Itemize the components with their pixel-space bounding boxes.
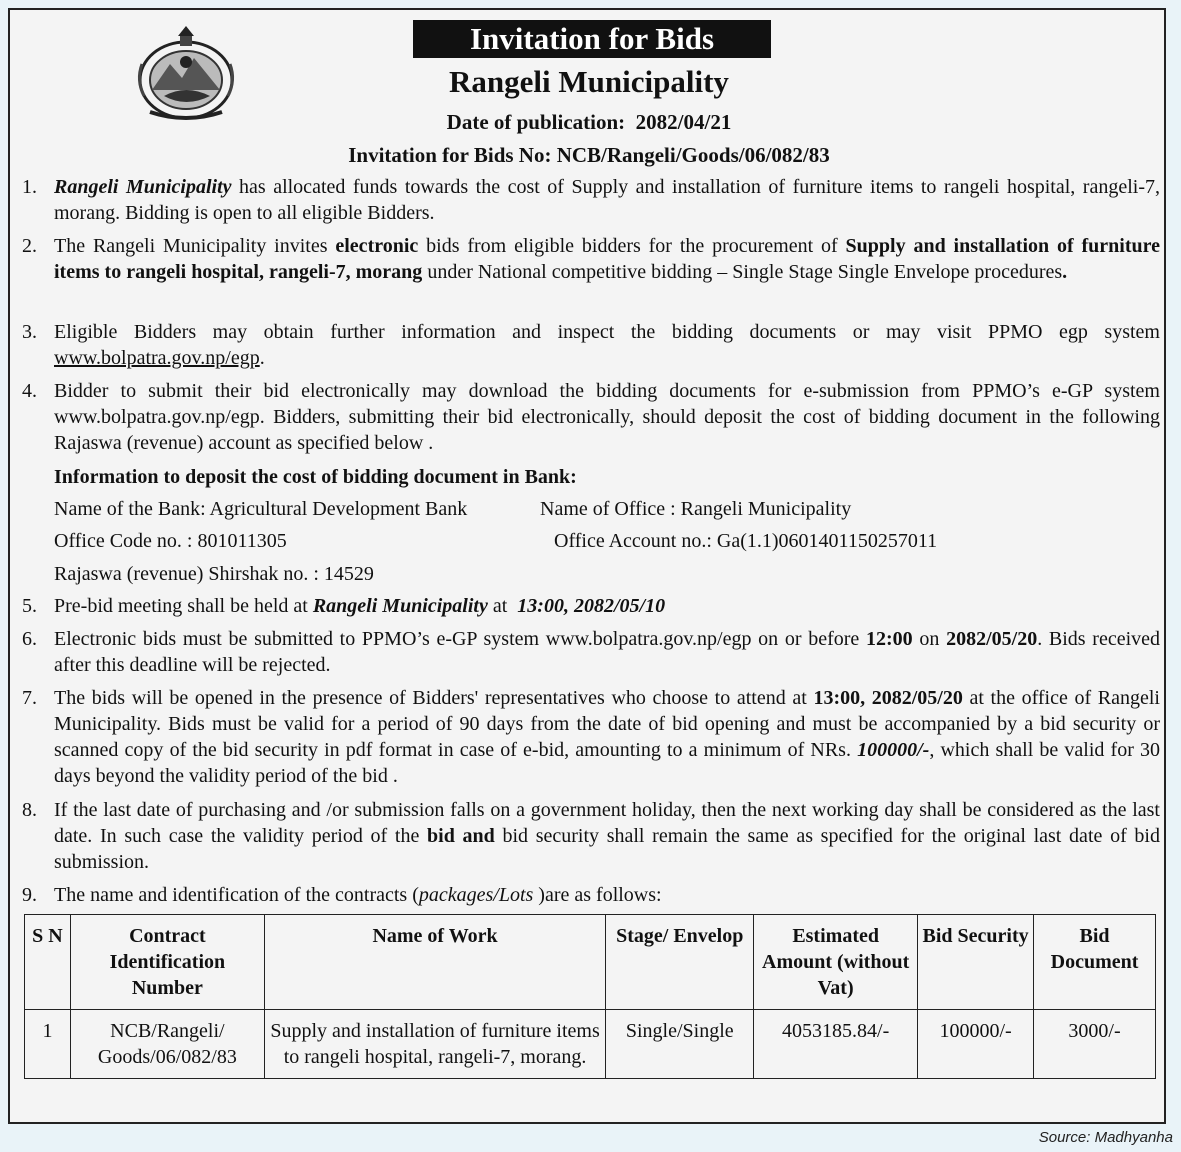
clause-9: The name and identification of the contracts (packages/Lots )are as follows: xyxy=(54,884,662,906)
column-header: Estimated Amount (without Vat) xyxy=(754,915,918,1010)
table-cell: 100000/- xyxy=(918,1010,1034,1079)
clause-1: Rangeli Municipality has allocated funds towards the cost of Supply and installation of furniture items to rangeli hospital, rangeli-7, morang. Bidding is open to all eligible Bidders. xyxy=(54,176,1160,224)
office-account: Office Account no.: Ga(1.1)0601401150257011 xyxy=(554,530,938,552)
item-number: 4. xyxy=(22,380,37,402)
revenue-shirshak: Rajaswa (revenue) Shirshak no. : 14529 xyxy=(54,563,374,585)
bid-notice xyxy=(8,8,1166,1124)
item-number: 5. xyxy=(22,595,37,617)
contracts-table xyxy=(24,914,1156,1079)
clause-4: Bidder to submit their bid electronically may download the bidding documents for e-submission from PPMO’s e-GP system www.bolpatra.gov.np/egp. Bidders, submitting their bid electronically, should deposit the cost of bidding document in the following Rajaswa (revenue) account as specified below . xyxy=(54,380,1160,454)
table-cell: 4053185.84/- xyxy=(754,1010,918,1079)
clause-6: Electronic bids must be submitted to PPMO’s e-GP system www.bolpatra.gov.np/egp on or before 12:00 on 2082/05/20. Bids received after this deadline will be rejected. xyxy=(54,628,1161,676)
table-cell: Single/Single xyxy=(606,1010,754,1079)
table-header-row xyxy=(25,915,1156,1010)
item-number: 2. xyxy=(22,235,37,257)
item-number: 1. xyxy=(22,176,37,198)
table-cell: 3000/- xyxy=(1034,1010,1156,1079)
clause-2: The Rangeli Municipality invites electronic bids from eligible bidders for the procurement of Supply and installation of furniture items to rangeli hospital, rangeli-7, morang under National competitive bidding – Single Stage Single Envelope procedures. xyxy=(54,235,1161,283)
column-header: Contract Identification Number xyxy=(70,915,264,1010)
item-number: 8. xyxy=(22,799,37,821)
table-cell: Supply and installation of furniture items to rangeli hospital, rangeli-7, morang. xyxy=(264,1010,605,1079)
item-number: 7. xyxy=(22,687,37,709)
source-credit: Source: Madhyanha xyxy=(1038,1129,1173,1146)
publication-date: Date of publication: 2082/04/21 xyxy=(446,110,732,134)
column-header: Name of Work xyxy=(264,915,605,1010)
item-number: 6. xyxy=(22,628,37,650)
bank-name: Name of the Bank: Agricultural Development Bank xyxy=(54,498,468,520)
item-number: 9. xyxy=(22,884,37,906)
column-header: Stage/ Envelop xyxy=(606,915,754,1010)
clause-8: If the last date of purchasing and /or submission falls on a government holiday, then the next working day shall be considered as the last date. In such case the validity period of the bid and bid security shall remain the same as specified for the original last date of bid submission. xyxy=(54,799,1160,873)
table-cell: 1 xyxy=(25,1010,71,1079)
bid-number: Invitation for Bids No: NCB/Rangeli/Goods/06/082/83 xyxy=(348,143,830,167)
notice-title: Invitation for Bids xyxy=(413,20,771,58)
item-number: 3. xyxy=(22,321,37,343)
organization-name: Rangeli Municipality xyxy=(449,64,729,99)
egp-link[interactable]: www.bolpatra.gov.np/egp xyxy=(54,347,260,369)
clause-3: Eligible Bidders may obtain further information and inspect the bidding documents or may visit PPMO egp system www.bolpatra.gov.np/egp. xyxy=(54,321,1160,369)
clause-5: Pre-bid meeting shall be held at Rangeli Municipality at 13:00, 2082/05/10 xyxy=(54,595,666,617)
office-name: Name of Office : Rangeli Municipality xyxy=(540,498,852,520)
table-row xyxy=(25,1010,1156,1079)
column-header: S N xyxy=(25,915,71,1010)
bank-info-heading: Information to deposit the cost of bidding document in Bank: xyxy=(54,466,577,488)
clause-7: The bids will be opened in the presence of Bidders' representatives who choose to attend at 13:00, 2082/05/20 at the office of Rangeli Municipality. Bids must be valid for a period of 90 days from the date of bid opening and must be accompanied by a bid security or scanned copy of the bid security in pdf format in case of e-bid, amounting to a minimum of NRs. 100000/-, which shall be valid for 30 days beyond the validity period of the bid . xyxy=(54,687,1160,787)
column-header: Bid Security xyxy=(918,915,1034,1010)
table-cell: NCB/Rangeli/ Goods/06/082/83 xyxy=(70,1010,264,1079)
column-header: Bid Document xyxy=(1034,915,1156,1010)
office-code: Office Code no. : 801011305 xyxy=(54,530,287,552)
